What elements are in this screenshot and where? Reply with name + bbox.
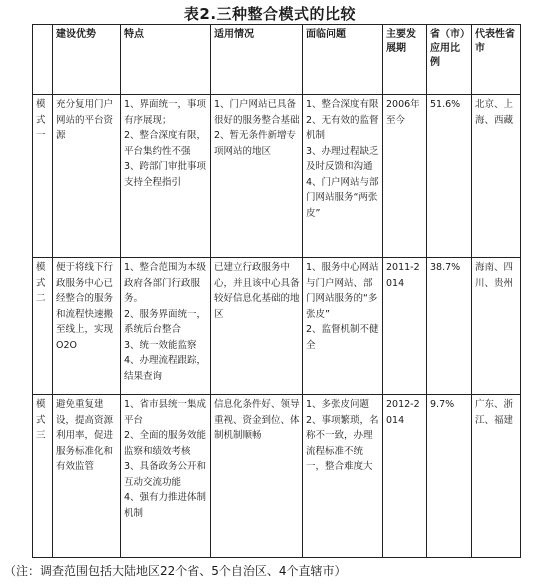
mode-cell: 模式二 (33, 258, 53, 395)
features-cell (121, 95, 211, 258)
feature-item: 1、省市县统一集成平台 (124, 399, 207, 426)
header-cell: 适用情况 (211, 25, 303, 95)
comparison-table (32, 24, 521, 558)
advantage-cell: 充分复用门户网站的平台资源 (53, 95, 121, 258)
problems-cell (303, 258, 383, 395)
problems-cell (303, 395, 383, 558)
table-row (33, 258, 521, 395)
feature-item: 3、统一效能监察 (124, 339, 197, 351)
ratio-cell: 38.7% (427, 258, 472, 395)
header-cell (33, 25, 53, 95)
cities-cell: 广东、浙江、福建 (472, 395, 521, 558)
feature-item: 2、整合深度有限，平台集约性不强 (124, 130, 207, 157)
problem-item: 2、事项繁琐，名称不一致，办理流程标准不统一，整合难度大 (306, 414, 379, 472)
problem-item: 3、办理过程缺乏及时反馈和沟通 (306, 145, 379, 172)
applicable-cell (211, 395, 303, 558)
applicable-item: 信息化条件好、领导重视、资金到位、体制机制顺畅 (214, 399, 300, 441)
features-cell (121, 395, 211, 558)
feature-item: 2、服务界面统一，系统后台整合 (124, 308, 207, 335)
cities-cell: 北京、上海、西藏 (472, 95, 521, 258)
header-cell: 特点 (121, 25, 211, 95)
header-cell: 面临问题 (303, 25, 383, 95)
applicable-item: 已建立行政服务中心，并且该中心具备较好信息化基础的地区 (214, 262, 300, 320)
problems-cell (303, 95, 383, 258)
problem-item: 2、监督机制不健全 (306, 324, 379, 351)
applicable-cell (211, 258, 303, 395)
header-row (33, 25, 521, 95)
problem-item: 1、多张皮问题 (306, 399, 370, 410)
features-cell (121, 258, 211, 395)
table-row (33, 395, 521, 558)
feature-item: 4、强有力推进体制机制 (124, 492, 207, 519)
header-cell: 建设优势 (53, 25, 121, 95)
period-cell: 2012-2014 (383, 395, 427, 558)
feature-item: 1、整合范围为本级政府各部门行政服务。 (124, 262, 207, 304)
applicable-cell (211, 95, 303, 258)
table-title: 表2.三种整合模式的比较 (183, 5, 357, 23)
problem-item: 1、整合深度有限 (306, 99, 379, 110)
cities-cell: 海南、四川、贵州 (472, 258, 521, 395)
applicable-item: 2、暂无条件新增专项网站的地区 (214, 130, 297, 157)
feature-item: 3、具备政务公开和互动交流功能 (124, 461, 207, 488)
header-cell: 主要发展期 (383, 25, 427, 95)
applicable-item: 1、门户网站已具备很好的服务整合基础 (214, 99, 300, 126)
mode-cell: 模式三 (33, 395, 53, 558)
header-cell: 代表性省市 (472, 25, 521, 95)
table-row (33, 95, 521, 258)
problem-item: 4、门户网站与部门网站服务“两张皮” (306, 176, 379, 219)
feature-item: 3、跨部门审批事项支持全程指引 (124, 161, 207, 188)
advantage-cell: 便于将线下行政服务中心已经整合的服务和流程快速搬至线上，实现O2O (53, 258, 121, 395)
feature-item: 2、全面的服务效能监察和绩效考核 (124, 430, 207, 457)
problem-item: 2、无有效的监督机制 (306, 114, 379, 141)
advantage-cell: 避免重复建设，提高资源利用率，促进服务标准化和有效监管 (53, 395, 121, 558)
mode-cell: 模式一 (33, 95, 53, 258)
ratio-cell: 51.6% (427, 95, 472, 258)
period-cell: 2011-2014 (383, 258, 427, 395)
feature-item: 4、办理流程跟踪，结果查询 (124, 355, 207, 382)
header-cell: 省（市）应用比例 (427, 25, 472, 95)
ratio-cell: 9.7% (427, 395, 472, 558)
problem-item: 1、服务中心网站与门户网站、部门网站服务的“多张皮” (306, 262, 379, 320)
footnote: （注：调查范围包括大陆地区22个省、5个自治区、4个直辖市） (4, 564, 347, 578)
period-cell: 2006年至今 (383, 95, 427, 258)
feature-item: 1、界面统一，事项有序展现； (124, 99, 207, 126)
